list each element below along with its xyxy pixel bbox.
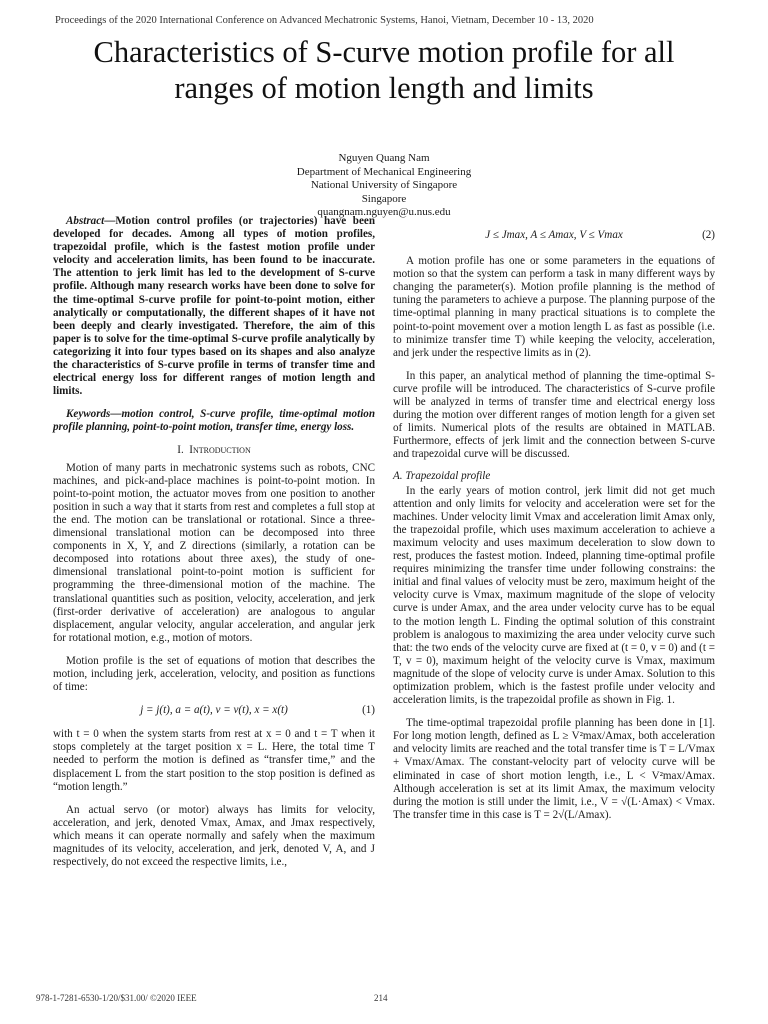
- intro-paragraph-1: Motion of many parts in mechatronic systems such as robots, CNC machines, and pick-and-place machines is point-to-point motion. In point-to-point motion, the actuator moves from one position to another position in such a way that it starts from rest and completes a full stop at the end. The motion can be translational or rotational. Since a three-dimensional translational motion can be decomposed into three components in X, Y, and Z directions (similarly, a rotation can be decomposed into rotations about three axes), the study of one-dimensional translational point-to-point motion is sufficient for programming the three-dimensional motion of the machine. The translational quantities such as position, velocity, acceleration, and jerk (first-order derivative of acceleration) are analogous to angular displacement, angular velocity, angular acceleration, and angular jerk for rotational motion, e.g., motion of motors.: [53, 461, 375, 644]
- abstract: [53, 215, 375, 398]
- intro-paragraph-4: An actual servo (or motor) always has limits for velocity, acceleration, and jerk, denoted Vmax, Amax, and Jmax respectively, which means it can operate normally and safely when the maximum magnitudes of its velocity, acceleration, and jerk, denoted V, A, and J respectively, do not exceed the respective limits, i.e.,: [53, 803, 375, 869]
- right-column: [393, 215, 715, 822]
- section-number: I.: [177, 443, 184, 456]
- title-line-2: ranges of motion length and limits: [174, 71, 594, 105]
- right-paragraph-1: A motion profile has one or some parameters in the equations of motion so that the system can perform a task in many different ways by changing the parameter(s). Motion profile planning is the method of tuning the parameters to achieve a purpose. The planning purpose of the time-optimal planning in many practical situations is to complete the point-to-point movement over a motion length L as fast as possible (i.e. to minimize transfer time T) while keeping the velocity, acceleration, and jerk under the respective limits as in (2).: [393, 255, 715, 359]
- abstract-text: —Motion control profiles (or trajectories) have been developed for decades. Among all types of motion profiles, trapezoidal profile, which is the fastest motion profile under velocity and acceleration limits, has been found to be inaccurate. The attention to jerk limit has led to the development of S-curve profile. Although many research works have been done to solve for the time-optimal S-curve profile for point-to-point motion, either analytically or computationally, the different shapes of it have not been deeply and clearly investigated. Therefore, the aim of this paper is to solve for the time-optimal S-curve profile analytically by categorizing it into four types based on its shapes and also analyze the characteristics of S-curve profile in terms of transfer time and electrical energy loss for different ranges of motion length and limits.: [53, 215, 375, 398]
- intro-paragraph-2: Motion profile is the set of equations of motion that describes the motion, including jerk, acceleration, velocity, and position as functions of time:: [53, 654, 375, 694]
- left-column: [53, 215, 375, 869]
- abstract-label: Abstract: [66, 215, 105, 227]
- section-title: Introduction: [189, 443, 251, 456]
- author-department: Department of Mechanical Engineering: [296, 165, 472, 178]
- author-block: [234, 152, 534, 220]
- right-paragraph-4: The time-optimal trapezoidal profile planning has been done in [1]. For long motion length, defined as L ≥ V²max/Amax, both acceleration and velocity limits are reached and the total transfer time is T = L/Vmax + Vmax/Amax. The constant-velocity part of velocity curve will be eliminated in case of short motion length, i.e., L < V²max/Amax. Although acceleration is set at its limit Amax, the maximum velocity during the motion is still under the limit, i.e., V = √(L·Amax) < Vmax. The transfer time in this case is T = 2√(L/Amax).: [393, 717, 715, 821]
- footer-isbn: 978-1-7281-6530-1/20/$31.00/ ©2020 IEEE: [36, 993, 197, 1003]
- equation-2: [393, 229, 715, 242]
- author-country: Singapore: [361, 192, 407, 205]
- keywords-label: Keywords: [66, 408, 111, 421]
- equation-2-number: (2): [702, 229, 715, 241]
- title-line-1: Characteristics of S-curve motion profile for all: [93, 35, 675, 69]
- footer-page-number: 214: [374, 993, 388, 1003]
- subsection-heading-trapezoidal: A. Trapezoidal profile: [393, 469, 491, 482]
- keywords-text: —motion control, S-curve profile, time-optimal motion profile planning, point-to-point motion, transfer time, energy loss.: [53, 408, 375, 434]
- equation-2-body: J ≤ Jmax, A ≤ Amax, V ≤ Vmax: [485, 229, 623, 241]
- intro-paragraph-3: with t = 0 when the system starts from rest at x = 0 and t = T when it stops completely at the target position x = L. Here, the total time T needed to perform the motion is defined as “transfer time,” and the displacement L from the start position to the stop position is defined as “motion length.”: [53, 728, 375, 793]
- author-email: quangnam.nguyen@u.nus.edu: [317, 206, 451, 218]
- right-paragraph-2: In this paper, an analytical method of planning the time-optimal S-curve profile will be introduced. The characteristics of S-curve profile will be analyzed in terms of transfer time and electrical energy loss during the motion over different ranges of motion length for a given set of limits. Numerical plots of the results are obtained in MATLAB. Furthermore, effects of jerk limit and the connection between S-curve and trapezoidal curve will be discussed.: [393, 369, 715, 461]
- equation-1-body: j = j(t), a = a(t), v = v(t), x = x(t): [140, 704, 288, 717]
- author-name: Nguyen Quang Nam: [338, 152, 430, 164]
- conference-header: Proceedings of the 2020 International Conference on Advanced Mechatronic Systems, Hanoi, Vietnam, December 10 - 13, 2020: [55, 15, 594, 26]
- author-university: National University of Singapore: [310, 179, 458, 191]
- section-heading-introduction: [53, 444, 375, 457]
- equation-1: [53, 704, 375, 717]
- right-paragraph-3: In the early years of motion control, jerk limit did not get much attention and only limits for velocity and acceleration were set for the machines. Under velocity limit Vmax and acceleration limit Amax only, the trapezoidal profile, which uses maximum acceleration to achieve a maximum velocity and uses maximum deceleration to slow down to rest, produces the fastest motion. Indeed, planning time-optimal profile requires minimizing the transfer time under following constrains: the initial and final values of velocity must be zero, maximum height of the velocity curve is Vmax, maximum magnitude of the slope of velocity curve is under Amax, and the area under velocity curve has to be equal to the motion length L. Finding the optimal solution of this constraint problem is analogous to maximizing the area under velocity curve such that: the two ends of the velocity curve are fixed at (t = 0, v = 0) and (t = T, v = 0), maximum height of the velocity curve is Vmax, maximum magnitude of the slope of velocity curve is under Amax. Solution to this optimization problem, which is the fastest profile under velocity and acceleration limits, is the trapezoidal profile as shown in Fig. 1.: [393, 484, 715, 707]
- keywords: [53, 408, 375, 434]
- equation-1-number: (1): [362, 704, 375, 717]
- paper-title: [40, 34, 728, 106]
